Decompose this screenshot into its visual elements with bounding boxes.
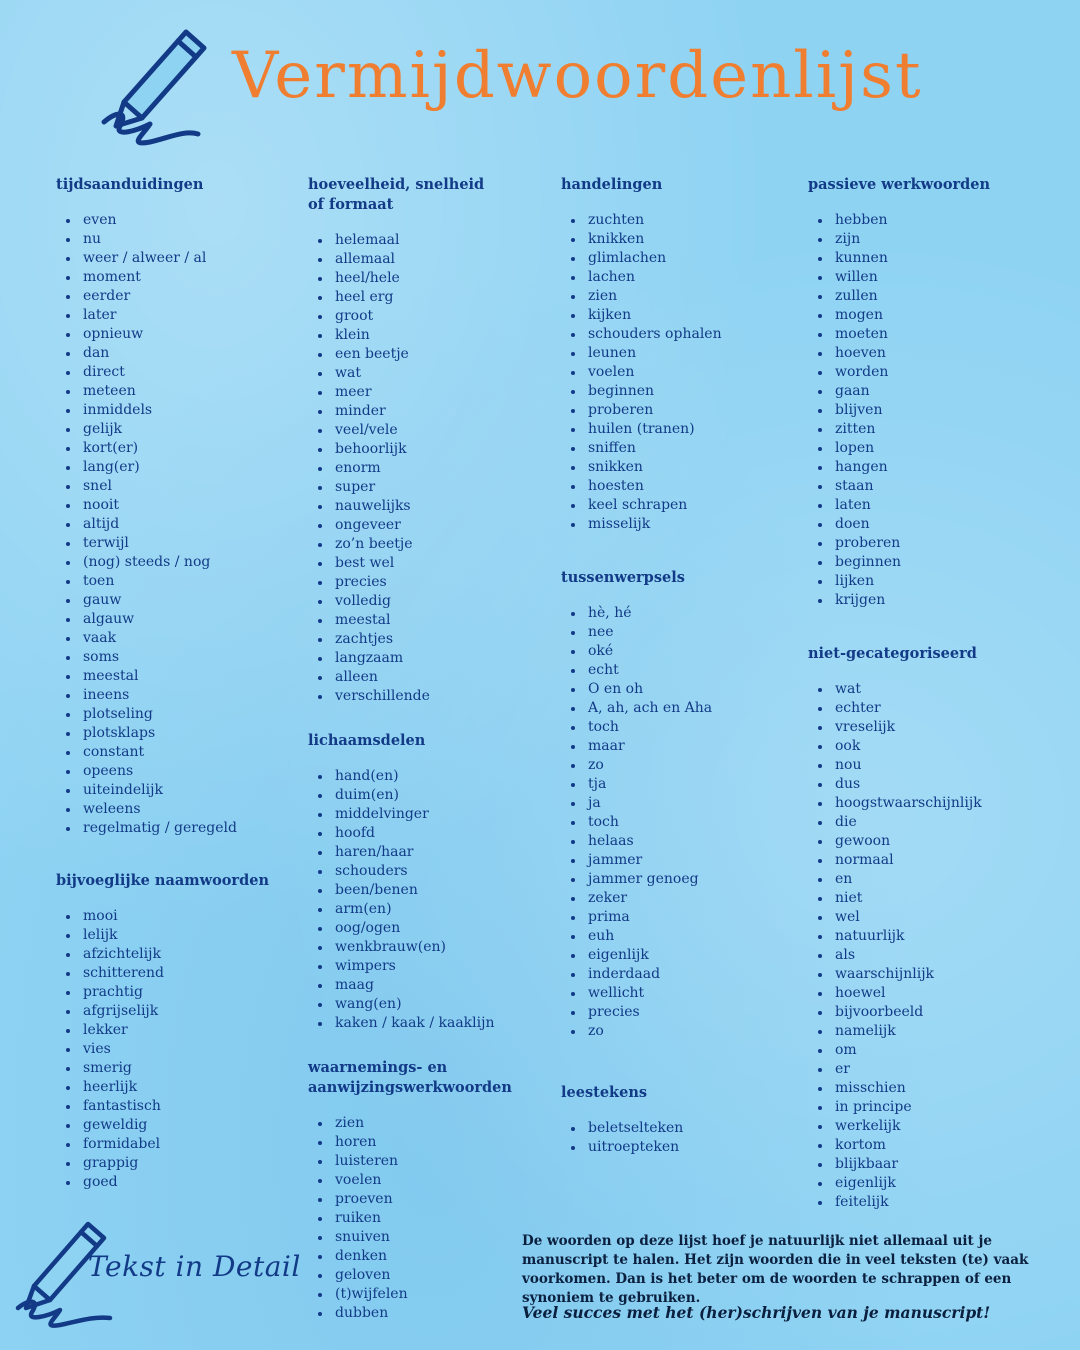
list-item: haren/haar xyxy=(308,843,548,862)
list-item: lopen xyxy=(808,439,1058,458)
list-item: euh xyxy=(561,927,796,946)
list-item: zien xyxy=(308,1114,548,1133)
list-item: hebben xyxy=(808,211,1058,230)
list-item: er xyxy=(808,1060,1058,1079)
list-item: heel erg xyxy=(308,288,548,307)
section-waarnemingswerkwoorden xyxy=(308,1058,548,1323)
list-item: moment xyxy=(56,268,296,287)
word-list xyxy=(308,1114,548,1323)
list-item: snuiven xyxy=(308,1228,548,1247)
list-item: weer / alweer / al xyxy=(56,249,296,268)
list-item: staan xyxy=(808,477,1058,496)
list-item: oog/ogen xyxy=(308,919,548,938)
section-tussenwerpsels xyxy=(561,568,796,1041)
list-item: ruiken xyxy=(308,1209,548,1228)
list-item: horen xyxy=(308,1133,548,1152)
list-item: dubben xyxy=(308,1304,548,1323)
section-heading: passieve werkwoorden xyxy=(808,176,991,193)
list-item: altijd xyxy=(56,515,296,534)
list-item: opeens xyxy=(56,762,296,781)
list-item: O en oh xyxy=(561,680,796,699)
list-item: soms xyxy=(56,648,296,667)
list-item: even xyxy=(56,211,296,230)
list-item: mogen xyxy=(808,306,1058,325)
section-hoeveelheid xyxy=(308,175,548,706)
list-item: hè, hé xyxy=(561,604,796,623)
list-item: een beetje xyxy=(308,345,548,364)
list-item: eigenlijk xyxy=(561,946,796,965)
list-item: behoorlijk xyxy=(308,440,548,459)
list-item: zachtjes xyxy=(308,630,548,649)
list-item: proberen xyxy=(561,401,796,420)
list-item: proeven xyxy=(308,1190,548,1209)
column-3 xyxy=(561,175,796,1181)
pen-scribble-icon xyxy=(98,26,216,154)
list-item: (t)wijfelen xyxy=(308,1285,548,1304)
list-item: als xyxy=(808,946,1058,965)
column-1 xyxy=(56,175,296,1216)
section-heading: leestekens xyxy=(561,1084,648,1101)
section-heading: lichaamsdelen xyxy=(308,732,426,749)
list-item: afgrijselijk xyxy=(56,1002,296,1021)
section-heading: niet-gecategoriseerd xyxy=(808,645,977,662)
list-item: ook xyxy=(808,737,1058,756)
list-item: worden xyxy=(808,363,1058,382)
section-heading: tussenwerpsels xyxy=(561,569,685,586)
list-item: snikken xyxy=(561,458,796,477)
list-item: bijvoorbeeld xyxy=(808,1003,1058,1022)
list-item: voelen xyxy=(561,363,796,382)
list-item: constant xyxy=(56,743,296,762)
list-item: misselijk xyxy=(561,515,796,534)
list-item: klein xyxy=(308,326,548,345)
list-item: regelmatig / geregeld xyxy=(56,819,296,838)
list-item: hand(en) xyxy=(308,767,548,786)
list-item: kort(er) xyxy=(56,439,296,458)
footer-text: De woorden op deze lijst hoef je natuurlijk niet allemaal uit je manuscript te halen. Het zijn woorden die in veel teksten (te) vaak voorkomen. Dan is het beter om de woorden te schrappen of een synoniem te gebruiken. xyxy=(522,1233,1029,1306)
column-2 xyxy=(308,175,548,1347)
list-item: tja xyxy=(561,775,796,794)
list-item: zo xyxy=(561,756,796,775)
section-handelingen xyxy=(561,175,796,534)
list-item: ineens xyxy=(56,686,296,705)
list-item: zeker xyxy=(561,889,796,908)
list-item: schouders xyxy=(308,862,548,881)
list-item: knikken xyxy=(561,230,796,249)
list-item: wang(en) xyxy=(308,995,548,1014)
page-title: Vermijdwoordenlijst xyxy=(232,39,923,113)
list-item: lachen xyxy=(561,268,796,287)
list-item: enorm xyxy=(308,459,548,478)
list-item: meestal xyxy=(56,667,296,686)
list-item: lijken xyxy=(808,572,1058,591)
list-item: maar xyxy=(561,737,796,756)
list-item: wimpers xyxy=(308,957,548,976)
list-item: formidabel xyxy=(56,1135,296,1154)
list-item: sniffen xyxy=(561,439,796,458)
list-item: echt xyxy=(561,661,796,680)
list-item: niet xyxy=(808,889,1058,908)
list-item: wat xyxy=(808,680,1058,699)
list-item: zullen xyxy=(808,287,1058,306)
list-item: denken xyxy=(308,1247,548,1266)
brand-name: Tekst in Detail xyxy=(88,1250,301,1283)
column-4 xyxy=(808,175,1058,1236)
list-item: allemaal xyxy=(308,250,548,269)
section-heading: waarnemings- en aanwijzingswerkwoorden xyxy=(308,1059,512,1096)
list-item: jammer genoeg xyxy=(561,870,796,889)
list-item: proberen xyxy=(808,534,1058,553)
list-item: normaal xyxy=(808,851,1058,870)
section-heading: handelingen xyxy=(561,176,663,193)
list-item: voelen xyxy=(308,1171,548,1190)
list-item: precies xyxy=(561,1003,796,1022)
word-list xyxy=(561,604,796,1041)
list-item: blijven xyxy=(808,401,1058,420)
list-item: plotsklaps xyxy=(56,724,296,743)
section-heading: tijdsaanduidingen xyxy=(56,176,204,193)
list-item: gauw xyxy=(56,591,296,610)
list-item: hoeven xyxy=(808,344,1058,363)
list-item: uiteindelijk xyxy=(56,781,296,800)
list-item: grappig xyxy=(56,1154,296,1173)
list-item: meteen xyxy=(56,382,296,401)
list-item: hangen xyxy=(808,458,1058,477)
list-item: nooit xyxy=(56,496,296,515)
list-item: ja xyxy=(561,794,796,813)
list-item: lekker xyxy=(56,1021,296,1040)
list-item: opnieuw xyxy=(56,325,296,344)
list-item: laten xyxy=(808,496,1058,515)
list-item: alleen xyxy=(308,668,548,687)
list-item: vies xyxy=(56,1040,296,1059)
list-item: jammer xyxy=(561,851,796,870)
list-item: toch xyxy=(561,813,796,832)
list-item: gaan xyxy=(808,382,1058,401)
word-list xyxy=(56,907,296,1192)
list-item: eigenlijk xyxy=(808,1174,1058,1193)
section-lichaamsdelen xyxy=(308,731,548,1033)
list-item: zitten xyxy=(808,420,1058,439)
list-item: glimlachen xyxy=(561,249,796,268)
list-item: hoewel xyxy=(808,984,1058,1003)
list-item: moeten xyxy=(808,325,1058,344)
list-item: weleens xyxy=(56,800,296,819)
list-item: lang(er) xyxy=(56,458,296,477)
list-item: zijn xyxy=(808,230,1058,249)
list-item: hoesten xyxy=(561,477,796,496)
list-item: algauw xyxy=(56,610,296,629)
list-item: minder xyxy=(308,402,548,421)
word-list xyxy=(808,211,1058,610)
list-item: toen xyxy=(56,572,296,591)
list-item: heerlijk xyxy=(56,1078,296,1097)
list-item: misschien xyxy=(808,1079,1058,1098)
list-item: fantastisch xyxy=(56,1097,296,1116)
closing-text: Veel succes met het (her)schrijven van je manuscript! xyxy=(522,1303,991,1322)
list-item: smerig xyxy=(56,1059,296,1078)
list-item: langzaam xyxy=(308,649,548,668)
list-item: gewoon xyxy=(808,832,1058,851)
list-item: nauwelijks xyxy=(308,497,548,516)
list-item: veel/vele xyxy=(308,421,548,440)
list-item: helemaal xyxy=(308,231,548,250)
list-item: mooi xyxy=(56,907,296,926)
list-item: beginnen xyxy=(808,553,1058,572)
list-item: (nog) steeds / nog xyxy=(56,553,296,572)
list-item: zo xyxy=(561,1022,796,1041)
list-item: kortom xyxy=(808,1136,1058,1155)
list-item: plotseling xyxy=(56,705,296,724)
list-item: in principe xyxy=(808,1098,1058,1117)
list-item: willen xyxy=(808,268,1058,287)
list-item: kijken xyxy=(561,306,796,325)
list-item: keel schrapen xyxy=(561,496,796,515)
list-item: duim(en) xyxy=(308,786,548,805)
word-list xyxy=(308,767,548,1033)
list-item: direct xyxy=(56,363,296,382)
list-item: maag xyxy=(308,976,548,995)
list-item: A, ah, ach en Aha xyxy=(561,699,796,718)
list-item: helaas xyxy=(561,832,796,851)
section-heading: bijvoeglijke naamwoorden xyxy=(56,872,269,889)
list-item: best wel xyxy=(308,554,548,573)
list-item: meestal xyxy=(308,611,548,630)
list-item: inderdaad xyxy=(561,965,796,984)
list-item: terwijl xyxy=(56,534,296,553)
list-item: later xyxy=(56,306,296,325)
list-item: geweldig xyxy=(56,1116,296,1135)
list-item: gelijk xyxy=(56,420,296,439)
list-item: beletselteken xyxy=(561,1119,796,1138)
section-leestekens xyxy=(561,1083,796,1157)
list-item: prima xyxy=(561,908,796,927)
list-item: krijgen xyxy=(808,591,1058,610)
list-item: heel/hele xyxy=(308,269,548,288)
list-item: arm(en) xyxy=(308,900,548,919)
section-bijvoeglijke-naamwoorden xyxy=(56,871,296,1192)
word-list xyxy=(561,211,796,534)
list-item: namelijk xyxy=(808,1022,1058,1041)
list-item: luisteren xyxy=(308,1152,548,1171)
list-item: groot xyxy=(308,307,548,326)
list-item: precies xyxy=(308,573,548,592)
list-item: schitterend xyxy=(56,964,296,983)
list-item: verschillende xyxy=(308,687,548,706)
list-item: zien xyxy=(561,287,796,306)
list-item: beginnen xyxy=(561,382,796,401)
list-item: doen xyxy=(808,515,1058,534)
list-item: toch xyxy=(561,718,796,737)
list-item: leunen xyxy=(561,344,796,363)
list-item: die xyxy=(808,813,1058,832)
list-item: middelvinger xyxy=(308,805,548,824)
list-item: wenkbrauw(en) xyxy=(308,938,548,957)
list-item: uitroepteken xyxy=(561,1138,796,1157)
list-item: nee xyxy=(561,623,796,642)
word-list xyxy=(56,211,296,838)
list-item: dus xyxy=(808,775,1058,794)
list-item: vaak xyxy=(56,629,296,648)
list-item: echter xyxy=(808,699,1058,718)
list-item: dan xyxy=(56,344,296,363)
list-item: meer xyxy=(308,383,548,402)
list-item: werkelijk xyxy=(808,1117,1058,1136)
list-item: geloven xyxy=(308,1266,548,1285)
list-item: volledig xyxy=(308,592,548,611)
list-item: afzichtelijk xyxy=(56,945,296,964)
list-item: inmiddels xyxy=(56,401,296,420)
list-item: vreselijk xyxy=(808,718,1058,737)
list-item: wellicht xyxy=(561,984,796,1003)
section-heading: hoeveelheid, snelheid of formaat xyxy=(308,176,485,213)
list-item: prachtig xyxy=(56,983,296,1002)
list-item: schouders ophalen xyxy=(561,325,796,344)
list-item: feitelijk xyxy=(808,1193,1058,1212)
list-item: kaken / kaak / kaaklijn xyxy=(308,1014,548,1033)
list-item: eerder xyxy=(56,287,296,306)
list-item: zo’n beetje xyxy=(308,535,548,554)
list-item: hoofd xyxy=(308,824,548,843)
list-item: om xyxy=(808,1041,1058,1060)
list-item: blijkbaar xyxy=(808,1155,1058,1174)
list-item: nu xyxy=(56,230,296,249)
list-item: kunnen xyxy=(808,249,1058,268)
list-item: ongeveer xyxy=(308,516,548,535)
word-list xyxy=(308,231,548,706)
list-item: snel xyxy=(56,477,296,496)
list-item: huilen (tranen) xyxy=(561,420,796,439)
list-item: goed xyxy=(56,1173,296,1192)
list-item: wat xyxy=(308,364,548,383)
section-tijdsaanduidingen xyxy=(56,175,296,838)
list-item: nou xyxy=(808,756,1058,775)
list-item: zuchten xyxy=(561,211,796,230)
section-passieve-werkwoorden xyxy=(808,175,1058,610)
list-item: wel xyxy=(808,908,1058,927)
section-niet-gecategoriseerd xyxy=(808,644,1058,1212)
list-item: waarschijnlijk xyxy=(808,965,1058,984)
list-item: en xyxy=(808,870,1058,889)
word-list xyxy=(808,680,1058,1212)
list-item: lelijk xyxy=(56,926,296,945)
list-item: been/benen xyxy=(308,881,548,900)
word-list xyxy=(561,1119,796,1157)
list-item: super xyxy=(308,478,548,497)
list-item: oké xyxy=(561,642,796,661)
list-item: natuurlijk xyxy=(808,927,1058,946)
list-item: hoogstwaarschijnlijk xyxy=(808,794,1058,813)
